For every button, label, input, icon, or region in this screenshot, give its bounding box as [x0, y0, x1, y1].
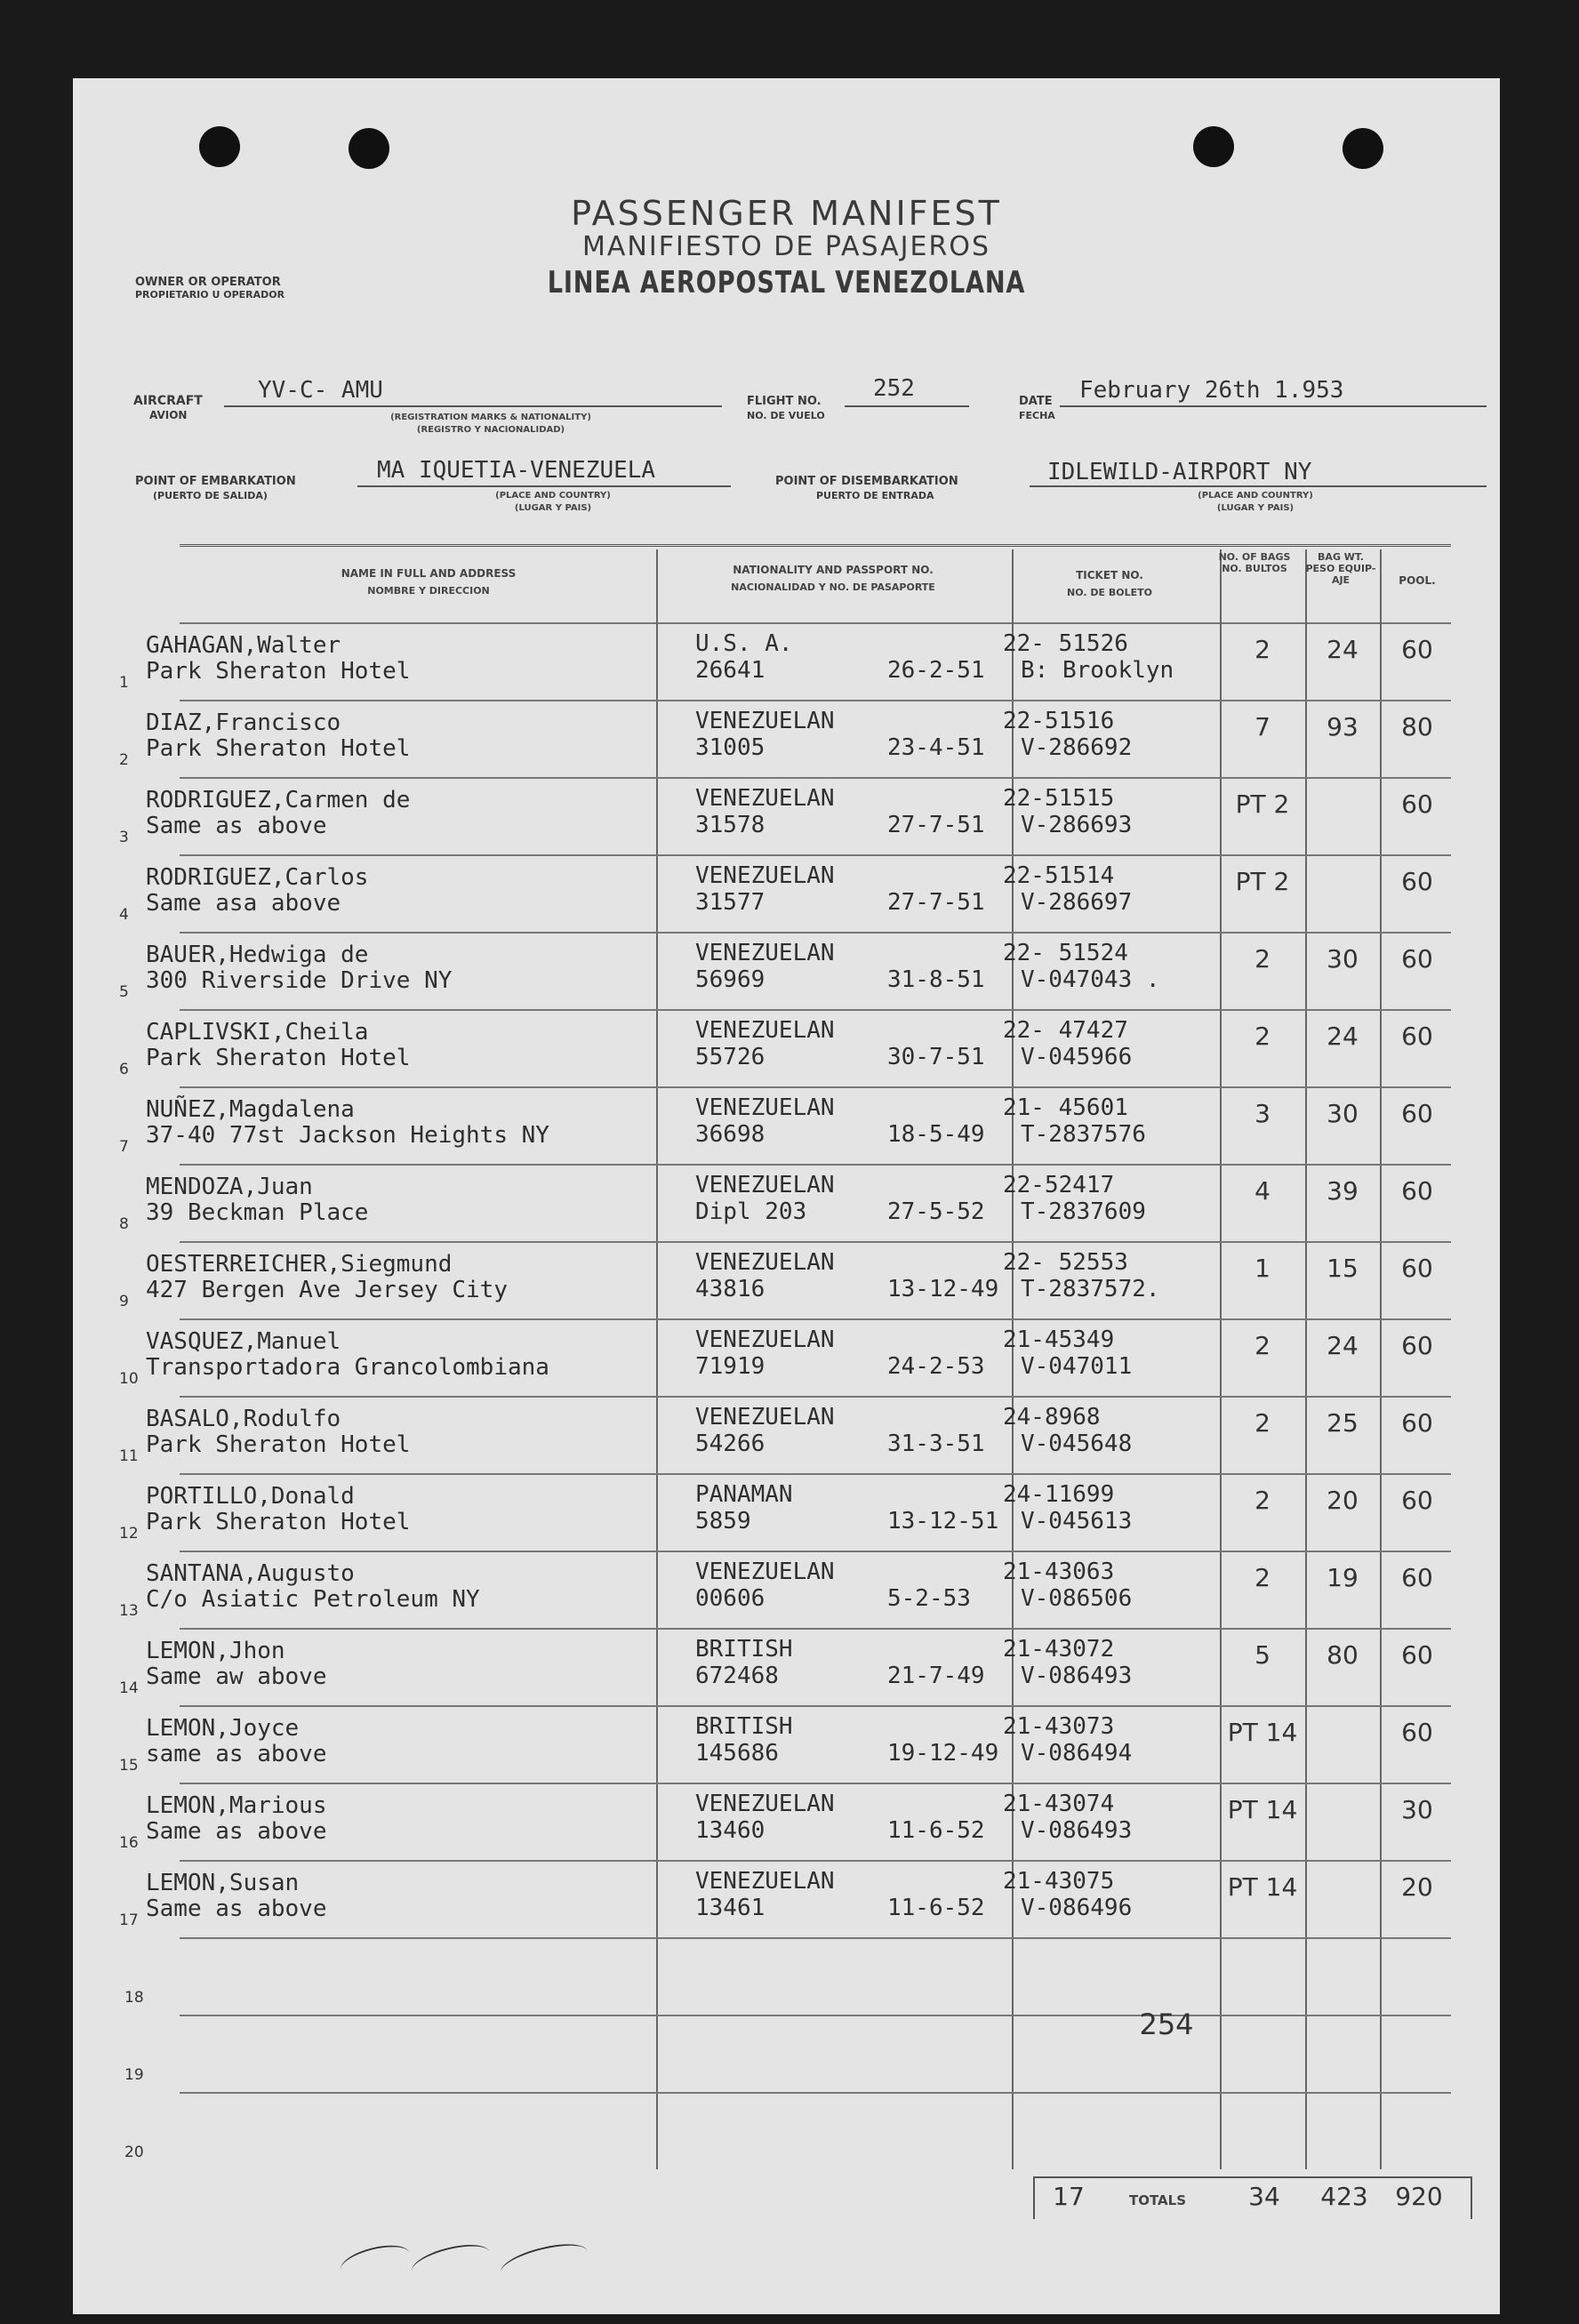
pool-value: 60 — [1401, 1022, 1433, 1051]
ticket-secondary: V-086506 — [1021, 1585, 1133, 1612]
ticket-number: 22- 52553 — [1003, 1249, 1128, 1276]
passport-number: 13461 — [695, 1895, 765, 1921]
embark-label-es: (PUERTO DE SALIDA) — [153, 490, 268, 501]
passport-number: 43816 — [695, 1276, 765, 1302]
ticket-number: 21- 45601 — [1003, 1094, 1128, 1121]
table-row — [73, 622, 1500, 700]
flight-label: FLIGHT NO. — [747, 395, 822, 408]
nationality: PANAMAN — [695, 1481, 793, 1508]
passenger-address: Park Sheraton Hotel — [146, 1431, 411, 1458]
table-row — [73, 1241, 1500, 1318]
bag-weight: 19 — [1327, 1563, 1359, 1592]
ticket-number: 24-11699 — [1003, 1481, 1115, 1508]
row-rule — [180, 2092, 1451, 2094]
passenger-address: Park Sheraton Hotel — [146, 1045, 411, 1071]
embark-underline — [357, 485, 731, 487]
ticket-secondary: V-086494 — [1021, 1740, 1133, 1767]
bag-weight: 93 — [1327, 712, 1359, 741]
row-number: 1 — [119, 674, 129, 692]
col-head-name-en: NAME IN FULL AND ADDRESS — [341, 567, 517, 580]
punch-hole — [1343, 128, 1383, 169]
row-number: 5 — [119, 983, 129, 1001]
ticket-secondary: V-045966 — [1021, 1044, 1133, 1070]
signature-scrawl — [498, 2237, 591, 2286]
col-head-nat-en: NATIONALITY AND PASSPORT NO. — [733, 564, 934, 576]
aircraft-label: AIRCRAFT — [133, 394, 203, 408]
table-row — [73, 1783, 1500, 1860]
passport-number: 31005 — [695, 734, 765, 761]
passport-date: 23-4-51 — [887, 734, 985, 761]
disembark-value: IDLEWILD-AIRPORT NY — [1047, 459, 1312, 485]
col-head-name-es: NOMBRE Y DIRECCION — [367, 585, 490, 597]
passenger-address: Same aw above — [146, 1663, 327, 1690]
row-number: 19 — [124, 2066, 144, 2084]
passenger-name: RODRIGUEZ,Carmen de — [146, 787, 411, 813]
signature-scrawl — [337, 2240, 413, 2284]
nationality: VENEZUELAN — [695, 940, 835, 966]
nationality: VENEZUELAN — [695, 1172, 835, 1198]
passenger-name: OESTERREICHER,Siegmund — [146, 1251, 453, 1278]
ticket-number: 21-43072 — [1003, 1636, 1115, 1663]
bag-weight: 24 — [1327, 635, 1359, 664]
table-row — [73, 1318, 1500, 1396]
embark-place-note: (PLACE AND COUNTRY) — [495, 491, 611, 501]
bag-weight: 15 — [1327, 1254, 1359, 1283]
passport-number: 5859 — [695, 1508, 751, 1535]
flight-label-es: NO. DE VUELO — [747, 410, 825, 421]
pool-value: 60 — [1401, 1331, 1433, 1360]
date-value: February 26th 1.953 — [1079, 377, 1344, 404]
punch-hole — [1193, 126, 1234, 167]
passport-number: 56969 — [695, 966, 765, 993]
col-head-weight-es: PESO EQUIP-AJE — [1305, 563, 1376, 586]
disembark-label: POINT OF DISEMBARKATION — [775, 475, 958, 488]
table-row — [73, 1164, 1500, 1241]
embark-value: MA IQUETIA-VENEZUELA — [377, 457, 656, 484]
passenger-name: PORTILLO,Donald — [146, 1483, 355, 1510]
bag-weight: 30 — [1327, 1099, 1359, 1128]
pool-value: 60 — [1401, 1099, 1433, 1128]
ticket-number: 22-51515 — [1003, 785, 1115, 812]
bag-weight: 20 — [1327, 1486, 1359, 1515]
passenger-name: SANTANA,Augusto — [146, 1560, 355, 1587]
passport-date: 27-7-51 — [887, 889, 985, 916]
passenger-name: VASQUEZ,Manuel — [146, 1328, 341, 1355]
passport-date: 24-2-53 — [887, 1353, 985, 1380]
date-underline — [1060, 405, 1487, 407]
handwritten-total: 254 — [1139, 2007, 1194, 2041]
pool-value: 60 — [1401, 1718, 1433, 1747]
passport-date: 11-6-52 — [887, 1895, 985, 1921]
row-number: 15 — [119, 1757, 139, 1775]
passenger-name: RODRIGUEZ,Carlos — [146, 864, 369, 891]
row-number: 9 — [119, 1293, 129, 1310]
totals-weight: 423 — [1320, 2182, 1368, 2211]
ticket-number: 21-43075 — [1003, 1868, 1115, 1895]
ticket-secondary: B: Brooklyn — [1021, 657, 1174, 684]
row-number: 6 — [119, 1061, 129, 1078]
flight-underline — [845, 405, 969, 407]
ticket-secondary: V-286692 — [1021, 734, 1133, 761]
table-row — [73, 1628, 1500, 1705]
pool-value: 60 — [1401, 1176, 1433, 1206]
passport-number: 54266 — [695, 1430, 765, 1457]
ticket-number: 21-43073 — [1003, 1713, 1115, 1740]
bags-count: 3 — [1254, 1099, 1270, 1128]
nationality: VENEZUELAN — [695, 1249, 835, 1276]
row-number: 10 — [119, 1370, 139, 1388]
passenger-address: C/o Asiatic Petroleum NY — [146, 1586, 480, 1613]
row-number: 20 — [124, 2144, 144, 2161]
title-en: PASSENGER MANIFEST — [571, 194, 1002, 233]
passenger-name: BAUER,Hedwiga de — [146, 942, 369, 968]
pool-value: 60 — [1401, 1408, 1433, 1438]
passenger-address: Same asa above — [146, 890, 341, 917]
disembark-underline — [1030, 485, 1487, 487]
col-head-nationality — [660, 562, 1006, 596]
embark-label: POINT OF EMBARKATION — [135, 475, 296, 488]
totals-count: 17 — [1053, 2182, 1085, 2211]
pool-value: 60 — [1401, 789, 1433, 819]
passenger-name: LEMON,Susan — [146, 1870, 300, 1896]
bags-count: PT 2 — [1235, 867, 1290, 896]
date-label-es: FECHA — [1019, 410, 1055, 421]
nationality: VENEZUELAN — [695, 1404, 835, 1430]
passenger-name: BASALO,Rodulfo — [146, 1406, 341, 1432]
passenger-address: 427 Bergen Ave Jersey City — [146, 1277, 508, 1303]
passport-number: 672468 — [695, 1663, 779, 1689]
nationality: VENEZUELAN — [695, 1326, 835, 1353]
passport-date: 13-12-51 — [887, 1508, 999, 1535]
passenger-address: Park Sheraton Hotel — [146, 1509, 411, 1535]
table-row — [73, 1396, 1500, 1473]
table-row — [73, 1086, 1500, 1164]
passenger-address: 300 Riverside Drive NY — [146, 967, 453, 994]
owner-label-es: PROPIETARIO U OPERADOR — [135, 289, 285, 301]
pool-value: 60 — [1401, 1563, 1433, 1592]
ticket-secondary: V-286693 — [1021, 812, 1133, 838]
passenger-name: MENDOZA,Juan — [146, 1174, 313, 1200]
pool-value: 20 — [1401, 1872, 1433, 1902]
disembark-label-es: PUERTO DE ENTRADA — [816, 490, 934, 501]
flight-value: 252 — [873, 375, 915, 402]
row-number: 11 — [119, 1447, 139, 1465]
pool-value: 30 — [1401, 1795, 1433, 1824]
nationality: VENEZUELAN — [695, 708, 835, 734]
table-row — [73, 1860, 1500, 1937]
nationality: VENEZUELAN — [695, 1868, 835, 1895]
aircraft-underline — [224, 405, 722, 407]
col-head-bags-es: NO. BULTOS — [1222, 563, 1287, 574]
table-row — [73, 932, 1500, 1009]
bags-count: 2 — [1254, 1022, 1270, 1051]
passenger-address: Park Sheraton Hotel — [146, 658, 411, 685]
passenger-address: Same as above — [146, 813, 327, 839]
totals-pool: 920 — [1395, 2182, 1443, 2211]
passport-date: 27-7-51 — [887, 812, 985, 838]
ticket-number: 21-43074 — [1003, 1791, 1115, 1817]
passenger-name: DIAZ,Francisco — [146, 709, 341, 736]
nationality: VENEZUELAN — [695, 862, 835, 889]
table-row — [73, 854, 1500, 932]
pool-value: 60 — [1401, 635, 1433, 664]
passport-date: 27-5-52 — [887, 1198, 985, 1225]
passenger-address: Same as above — [146, 1895, 327, 1922]
row-number: 16 — [119, 1834, 139, 1852]
ticket-secondary: V-086493 — [1021, 1663, 1133, 1689]
aircraft-note-es: (REGISTRO Y NACIONALIDAD) — [416, 425, 565, 435]
owner-label: OWNER OR OPERATOR — [135, 276, 281, 289]
bags-count: 2 — [1254, 1486, 1270, 1515]
ticket-secondary: T-2837572. — [1021, 1276, 1160, 1302]
table-row — [73, 777, 1500, 854]
title-es: MANIFIESTO DE PASAJEROS — [582, 231, 990, 262]
ticket-secondary: V-086496 — [1021, 1895, 1133, 1921]
bag-weight: 39 — [1327, 1176, 1359, 1206]
bag-weight: 24 — [1327, 1331, 1359, 1360]
table-row — [73, 1705, 1500, 1783]
passport-number: 71919 — [695, 1353, 765, 1380]
aircraft-label-es: AVION — [149, 409, 188, 421]
ticket-number: 21-43063 — [1003, 1559, 1115, 1585]
bag-weight: 24 — [1327, 1022, 1359, 1051]
passport-number: 31578 — [695, 812, 765, 838]
passport-date: 31-3-51 — [887, 1430, 985, 1457]
ticket-secondary: V-286697 — [1021, 889, 1133, 916]
passport-date: 21-7-49 — [887, 1663, 985, 1689]
row-rule — [180, 2015, 1451, 2016]
row-rule — [180, 1937, 1451, 1939]
embark-place-note-es: (LUGAR Y PAIS) — [514, 503, 592, 513]
ticket-secondary: V-086493 — [1021, 1817, 1133, 1844]
passport-date: 31-8-51 — [887, 966, 985, 993]
ticket-secondary: V-047043 . — [1021, 966, 1160, 993]
ticket-secondary: V-047011 — [1021, 1353, 1133, 1380]
passport-number: 00606 — [695, 1585, 765, 1612]
row-number: 3 — [119, 829, 129, 846]
ticket-number: 21-45349 — [1003, 1326, 1115, 1353]
bag-weight: 30 — [1327, 944, 1359, 974]
bags-count: 7 — [1254, 712, 1270, 741]
ticket-secondary: V-045613 — [1021, 1508, 1133, 1535]
passenger-name: NUÑEZ,Magdalena — [146, 1096, 355, 1123]
passenger-name: CAPLIVSKI,Cheila — [146, 1019, 369, 1046]
aircraft-note: (REGISTRATION MARKS & NATIONALITY) — [390, 413, 591, 422]
passport-date: 11-6-52 — [887, 1817, 985, 1844]
table-top-rule — [180, 544, 1451, 547]
col-head-pool-en: POOL. — [1399, 574, 1436, 587]
row-number: 18 — [124, 1989, 144, 2007]
nationality: VENEZUELAN — [695, 785, 835, 812]
passenger-name: GAHAGAN,Walter — [146, 632, 341, 659]
bags-count: PT 14 — [1227, 1872, 1298, 1902]
totals-label: TOTALS — [1128, 2192, 1187, 2208]
col-head-weight — [1305, 551, 1376, 586]
passport-number: 13460 — [695, 1817, 765, 1844]
row-number: 12 — [119, 1525, 139, 1543]
table-row — [73, 1551, 1500, 1628]
passenger-name: LEMON,Marious — [146, 1792, 327, 1819]
row-number: 13 — [119, 1602, 139, 1620]
ticket-number: 22-52417 — [1003, 1172, 1115, 1198]
col-head-weight-en: BAG WT. — [1318, 551, 1364, 563]
bags-count: PT 14 — [1227, 1718, 1298, 1747]
passenger-name: LEMON,Joyce — [146, 1715, 300, 1742]
bags-count: 2 — [1254, 1331, 1270, 1360]
nationality: VENEZUELAN — [695, 1094, 835, 1121]
totals-bags: 34 — [1248, 2182, 1280, 2211]
table-row — [73, 700, 1500, 777]
passenger-address: 37-40 77st Jackson Heights NY — [146, 1122, 549, 1149]
pool-value: 60 — [1401, 1640, 1433, 1670]
bags-count: 2 — [1254, 1563, 1270, 1592]
aircraft-value: YV-C- AMU — [258, 377, 383, 404]
nationality: BRITISH — [695, 1713, 793, 1740]
pool-value: 60 — [1401, 1486, 1433, 1515]
nationality: VENEZUELAN — [695, 1017, 835, 1044]
col-head-bags — [1216, 551, 1293, 574]
col-head-ticket — [1012, 567, 1207, 601]
col-head-bags-en: NO. OF BAGS — [1218, 551, 1291, 563]
passenger-address: 39 Beckman Place — [146, 1199, 369, 1226]
ticket-secondary: V-045648 — [1021, 1430, 1133, 1457]
ticket-number: 24-8968 — [1003, 1404, 1101, 1430]
table-row — [73, 1009, 1500, 1086]
bags-count: PT 2 — [1235, 789, 1290, 819]
date-label: DATE — [1019, 395, 1053, 408]
ticket-secondary: T-2837609 — [1021, 1198, 1146, 1225]
pool-value: 60 — [1401, 1254, 1433, 1283]
pool-value: 60 — [1401, 944, 1433, 974]
ticket-number: 22-51514 — [1003, 862, 1115, 889]
passport-date: 5-2-53 — [887, 1585, 971, 1612]
disembark-place-note: (PLACE AND COUNTRY) — [1198, 491, 1313, 501]
nationality: BRITISH — [695, 1636, 793, 1663]
bag-weight: 80 — [1327, 1640, 1359, 1670]
passport-date: 26-2-51 — [887, 657, 985, 684]
bags-count: PT 14 — [1227, 1795, 1298, 1824]
row-number: 17 — [119, 1911, 139, 1929]
col-head-pool — [1382, 573, 1453, 589]
passenger-address: same as above — [146, 1741, 327, 1767]
col-head-nat-es: NACIONALIDAD Y NO. DE PASAPORTE — [731, 581, 935, 593]
ticket-secondary: T-2837576 — [1021, 1121, 1146, 1148]
row-number: 2 — [119, 751, 129, 769]
row-number: 4 — [119, 906, 129, 924]
row-number: 14 — [119, 1679, 139, 1697]
pool-value: 60 — [1401, 867, 1433, 896]
nationality: U.S. A. — [695, 630, 793, 657]
bags-count: 2 — [1254, 635, 1270, 664]
passport-number: 31577 — [695, 889, 765, 916]
bags-count: 1 — [1254, 1254, 1270, 1283]
ticket-number: 22- 51526 — [1003, 630, 1128, 657]
bags-count: 5 — [1254, 1640, 1270, 1670]
airline-name: LINEA AEROPOSTAL VENEZOLANA — [547, 265, 1026, 301]
punch-hole — [349, 128, 389, 169]
ticket-number: 22- 51524 — [1003, 940, 1128, 966]
col-head-ticket-es: NO. DE BOLETO — [1067, 587, 1152, 598]
signature-scrawl — [408, 2239, 493, 2286]
passport-date: 13-12-49 — [887, 1276, 999, 1302]
ticket-number: 22- 47427 — [1003, 1017, 1128, 1044]
bags-count: 4 — [1254, 1176, 1270, 1206]
passport-number: Dipl 203 — [695, 1198, 807, 1225]
bags-count: 2 — [1254, 944, 1270, 974]
bags-count: 2 — [1254, 1408, 1270, 1438]
col-head-name — [188, 565, 669, 599]
passport-number: 36698 — [695, 1121, 765, 1148]
passport-date: 18-5-49 — [887, 1121, 985, 1148]
col-head-ticket-en: TICKET NO. — [1076, 569, 1143, 581]
passenger-name: LEMON,Jhon — [146, 1638, 285, 1664]
passenger-address: Transportadora Grancolombiana — [146, 1354, 549, 1381]
row-number: 8 — [119, 1215, 129, 1233]
passport-date: 30-7-51 — [887, 1044, 985, 1070]
disembark-place-note-es: (LUGAR Y PAIS) — [1216, 503, 1294, 513]
row-number: 7 — [119, 1138, 129, 1156]
ticket-number: 22-51516 — [1003, 708, 1115, 734]
nationality: VENEZUELAN — [695, 1791, 835, 1817]
passport-number: 55726 — [695, 1044, 765, 1070]
manifest-sheet — [73, 78, 1500, 2314]
passport-number: 145686 — [695, 1740, 779, 1767]
pool-value: 80 — [1401, 712, 1433, 741]
passenger-address: Park Sheraton Hotel — [146, 735, 411, 762]
nationality: VENEZUELAN — [695, 1559, 835, 1585]
punch-hole — [199, 126, 240, 167]
passport-date: 19-12-49 — [887, 1740, 999, 1767]
bag-weight: 25 — [1327, 1408, 1359, 1438]
passport-number: 26641 — [695, 657, 765, 684]
table-row — [73, 1473, 1500, 1551]
passenger-address: Same as above — [146, 1818, 327, 1845]
